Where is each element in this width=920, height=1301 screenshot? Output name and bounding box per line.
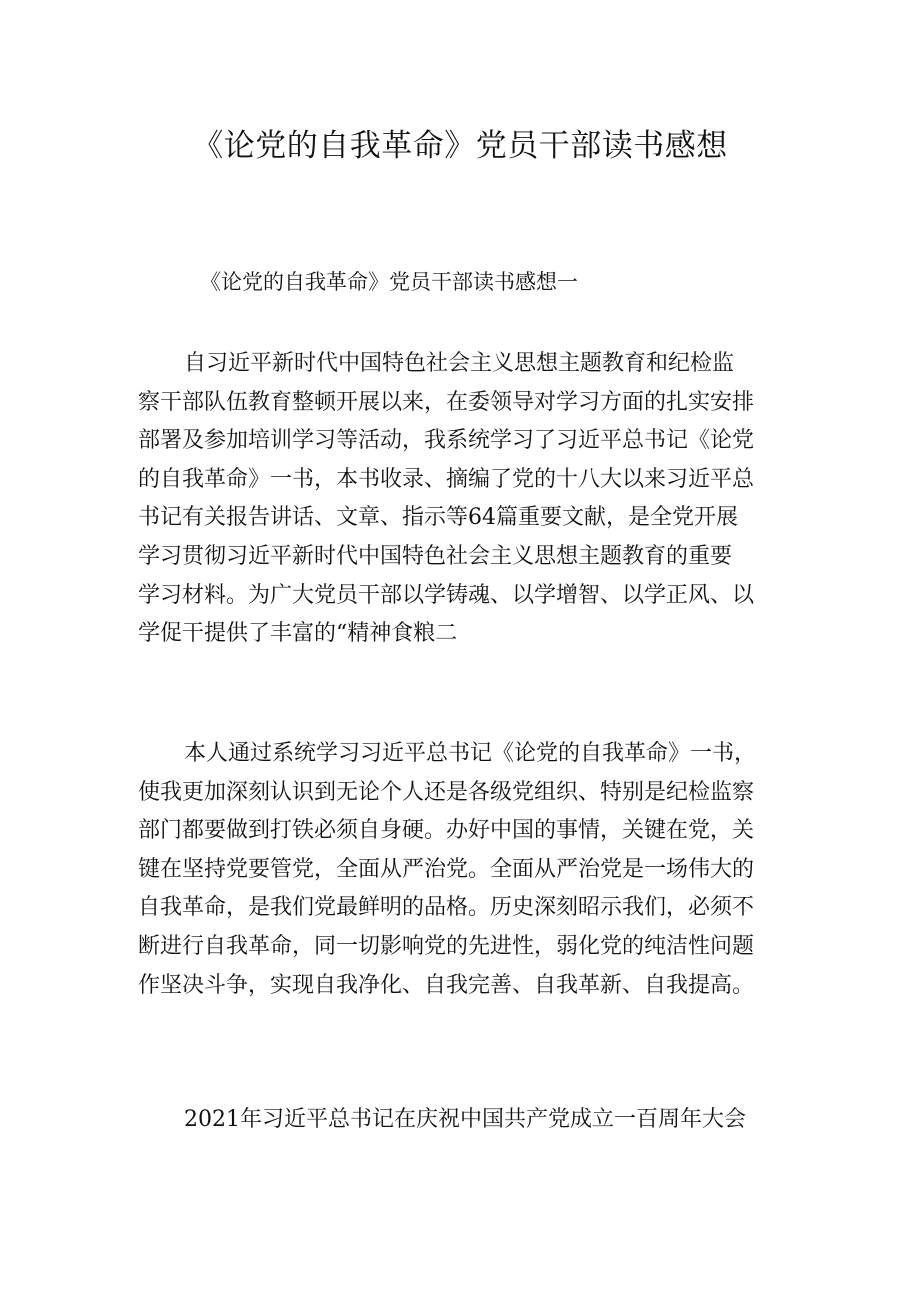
paragraph-line: 书记有关报告讲话、文章、指示等64篇重要文献，是全党开展	[138, 505, 738, 531]
paragraph-line: 学习材料。为广大党员干部以学铸魂、以学增智、以学正风、以	[138, 582, 755, 608]
paragraph-line: 本人通过系统学习习近平总书记《论党的自我革命》一书，	[184, 741, 757, 766]
paragraph-line: 学习贯彻习近平新时代中国特色社会主义思想主题教育的重要	[138, 543, 733, 569]
paragraph-line: 自习近平新时代中国特色社会主义思想主题教育和纪检监	[184, 351, 735, 376]
paragraph-line: 断进行自我革命，同一切影响党的先进性，弱化党的纯洁性问题	[138, 933, 755, 959]
paragraph-2	[138, 735, 798, 1005]
paragraph-line: 察干部队伍教育整顿开展以来，在委领导对学习方面的扎实安排	[138, 389, 755, 415]
paragraph-line: 使我更加深刻认识到无论个人还是各级党组织、特别是纪检监察	[138, 779, 755, 805]
paragraph-line: 作坚决斗争，实现自我净化、自我完善、自我革新、自我提高。	[138, 972, 755, 998]
paragraph-line: 部门都要做到打铁必须自身硬。办好中国的事情，关键在党，关	[138, 818, 755, 844]
paragraph-line: 自我革命，是我们党最鲜明的品格。历史深刻昭示我们，必须不	[138, 895, 755, 921]
paragraph-line: 2021年习近平总书记在庆祝中国共产党成立一百周年大会	[184, 1107, 746, 1132]
section-heading: 《论党的自我革命》党员干部读书感想一	[200, 270, 578, 294]
paragraph-line: 学促干提供了丰富的“精神食粮二	[138, 621, 458, 647]
document-title: 《论党的自我革命》党员干部读书感想	[192, 128, 728, 164]
paragraph-line: 部署及参加培训学习等活动，我系统学习了习近平总书记《论党	[138, 428, 755, 454]
paragraph-line: 键在坚持党要管党，全面从严治党。全面从严治党是一场伟大的	[138, 856, 755, 882]
paragraph-3	[138, 1101, 798, 1140]
paragraph-line: 的自我革命》一书，本书收录、摘编了党的十八大以来习近平总	[138, 466, 755, 492]
paragraph-1	[138, 345, 798, 654]
